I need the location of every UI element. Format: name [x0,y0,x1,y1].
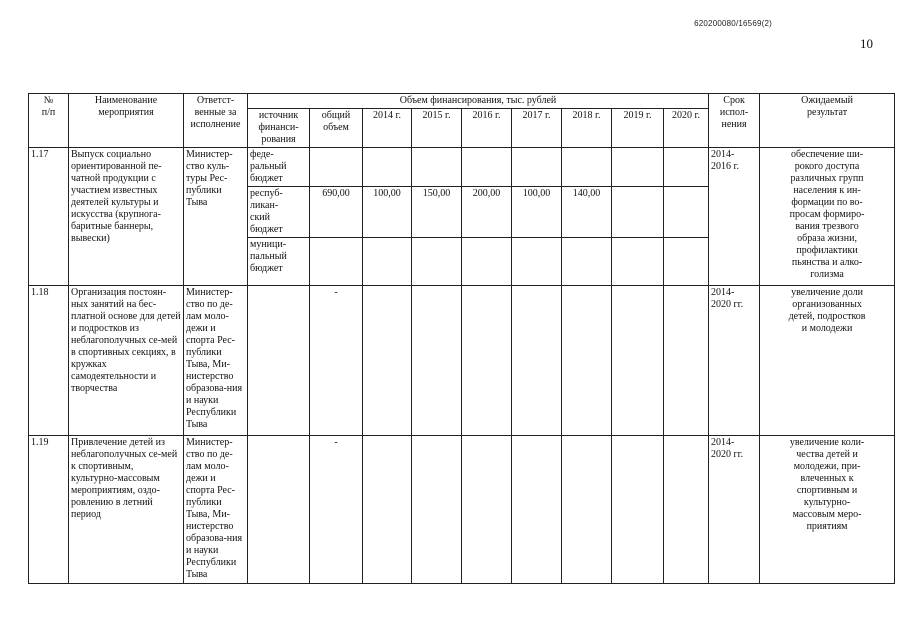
year-cell [412,148,462,187]
year-cell [412,286,462,436]
table-row [29,436,895,584]
funding-table [28,93,895,584]
total-cell [310,238,363,286]
row-result: обеспечение ши- рокого доступа различных групп населения к ин- формации по во- просам формиро- вания трезвого образа жизни, профилактики пьянства и алко- голизма [760,148,895,286]
page-number: 10 [860,36,873,51]
row-number: 1.17 [29,148,69,286]
year-cell [612,238,664,286]
header-total: общий объем [310,109,363,148]
table-row [29,286,895,436]
total-cell: - [310,436,363,584]
header-year-2018: 2018 г. [562,109,612,148]
row-responsible: Министер-ство по де-лам моло-дежи и спорта Рес-публики Тыва, Ми-нистерство образова-ния и науки Республики Тыва [184,286,248,436]
header-source: источник финанси- рования [248,109,310,148]
row-term: 2014- 2020 гг. [709,436,760,584]
header-row-1 [29,94,895,109]
source-cell [248,286,310,436]
row-term: 2014- 2020 гг. [709,286,760,436]
header-name: Наименование мероприятия [69,94,184,148]
row-responsible: Министер-ство куль-туры Рес-публики Тыва [184,148,248,286]
row-name: Привлечение детей из неблагополучных се-мей к спортивным, культурно-массовым мероприятиям, оздо-ровлению в летний период [69,436,184,584]
year-cell [612,286,664,436]
year-cell [512,238,562,286]
row-name: Выпуск социально ориентированной пе-чатной продукции с участием известных деятелей культуры и искусства (крупнога-баритные баннеры, вывески) [69,148,184,286]
year-cell [512,286,562,436]
year-cell [664,238,709,286]
source-cell [248,436,310,584]
year-cell [412,238,462,286]
year-cell [363,238,412,286]
header-year-2016: 2016 г. [462,109,512,148]
header-year-2017: 2017 г. [512,109,562,148]
source-cell: феде- ральный бюджет [248,148,310,187]
year-cell [664,187,709,238]
year-cell [664,436,709,584]
year-cell [612,187,664,238]
row-name: Организация постоян-ных занятий на бес-платной основе для детей и подростков из неблагополучных се-мей в спортивных секциях, в кружках самодеятельности и творчества [69,286,184,436]
document-id: 620200080/16569(2) [694,19,772,28]
row-term: 2014- 2016 г. [709,148,760,286]
total-cell [310,148,363,187]
year-cell [612,436,664,584]
year-cell [664,148,709,187]
header-term: Срок испол- нения [709,94,760,148]
year-cell [462,148,512,187]
header-funding: Объем финансирования, тыс. рублей [248,94,709,109]
header-responsible: Ответст- венные за исполнение [184,94,248,148]
header-result: Ожидаемый результат [760,94,895,148]
year-cell: 100,00 [512,187,562,238]
header-year-2015: 2015 г. [412,109,462,148]
year-cell [562,286,612,436]
year-cell [363,148,412,187]
year-cell: 100,00 [363,187,412,238]
year-cell [363,286,412,436]
source-cell: респуб- ликан- ский бюджет [248,187,310,238]
row-number: 1.18 [29,286,69,436]
source-cell: муници- пальный бюджет [248,238,310,286]
year-cell: 200,00 [462,187,512,238]
year-cell [562,436,612,584]
header-num: № п/п [29,94,69,148]
header-year-2020: 2020 г. [664,109,709,148]
row-responsible: Министер-ство по де-лам моло-дежи и спорта Рес-публики Тыва, Ми-нистерство образова-ния и науки Республики Тыва [184,436,248,584]
year-cell [512,148,562,187]
year-cell [462,286,512,436]
year-cell [363,436,412,584]
table-row [29,148,895,187]
year-cell [562,148,612,187]
year-cell: 140,00 [562,187,612,238]
header-year-2019: 2019 г. [612,109,664,148]
year-cell [612,148,664,187]
year-cell [462,436,512,584]
year-cell [562,238,612,286]
total-cell: - [310,286,363,436]
year-cell [462,238,512,286]
header-year-2014: 2014 г. [363,109,412,148]
row-result: увеличение коли- чества детей и молодежи, при- влеченных к спортивным и культурно- массовым меро- приятиям [760,436,895,584]
year-cell [412,436,462,584]
year-cell [512,436,562,584]
year-cell [664,286,709,436]
year-cell: 150,00 [412,187,462,238]
row-number: 1.19 [29,436,69,584]
total-cell: 690,00 [310,187,363,238]
row-result: увеличение доли организованных детей, подростков и молодежи [760,286,895,436]
